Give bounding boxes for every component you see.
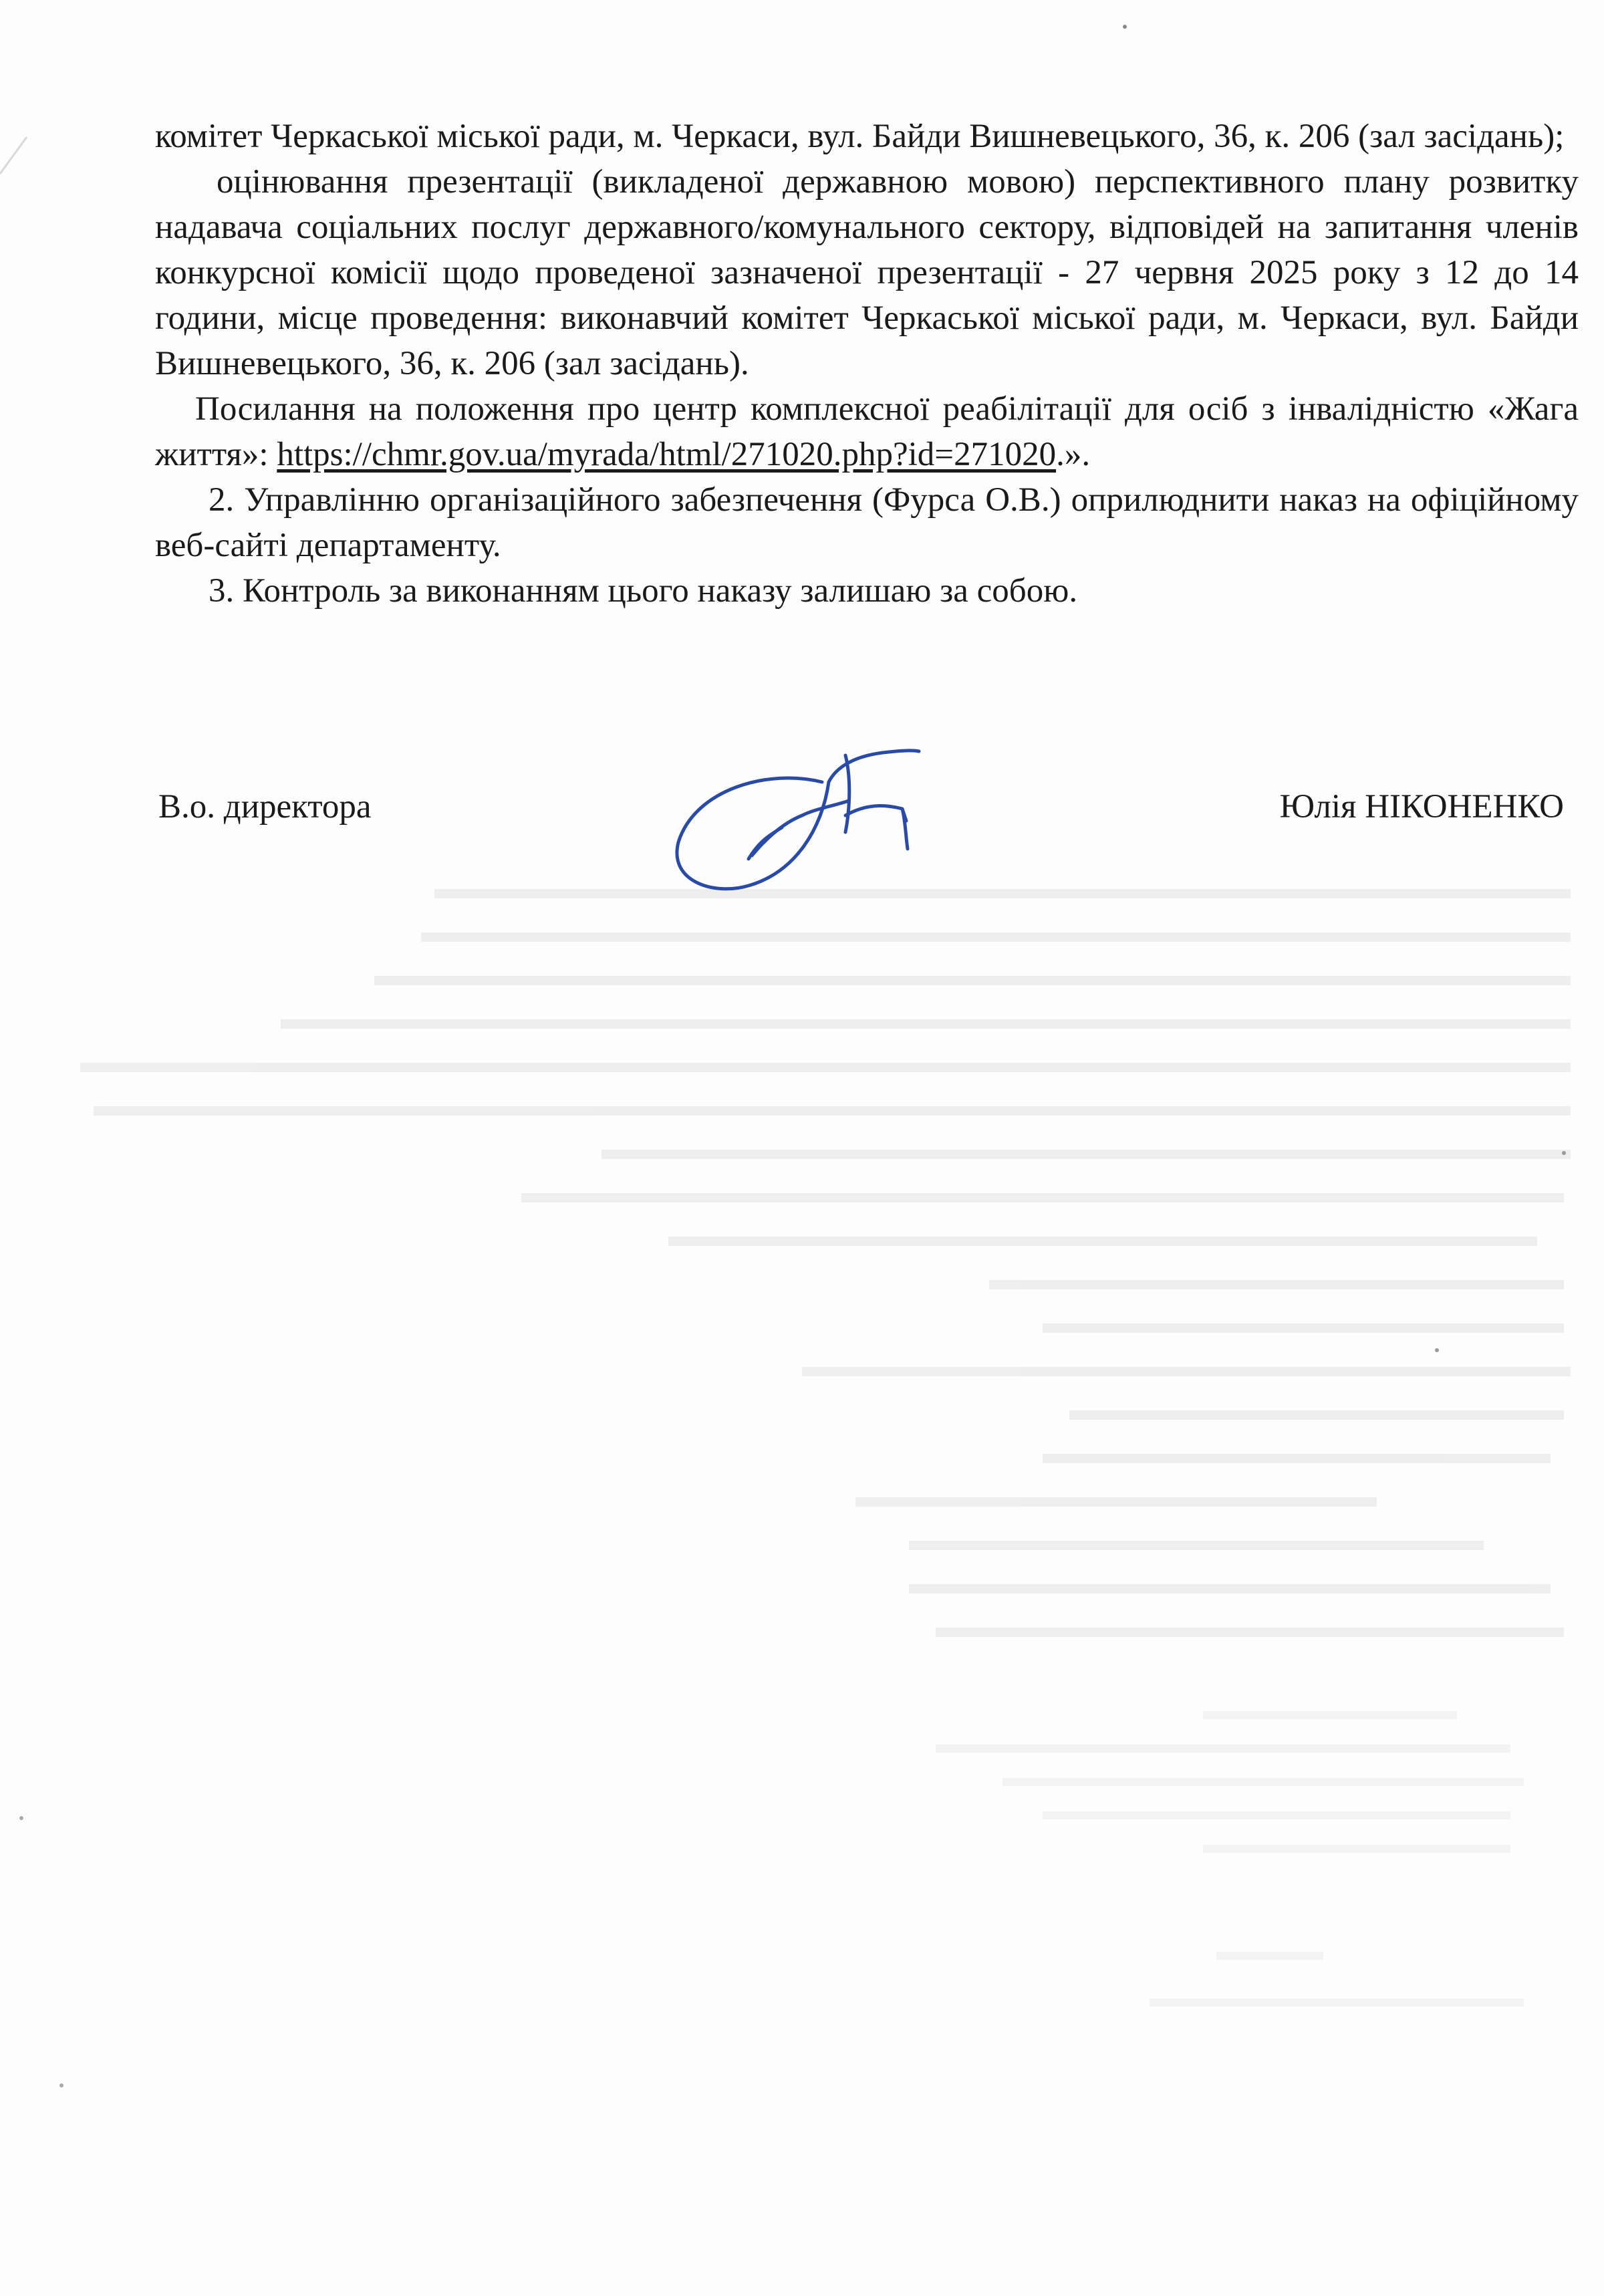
reference-paragraph — [155, 386, 1579, 477]
regulation-link[interactable]: https://chmr.gov.ua/myrada/html/271020.php?id=271020 — [277, 436, 1057, 473]
signer-title: В.о. директора — [158, 788, 372, 825]
order-item-3: 3. Контроль за виконанням цього наказу залишаю за собою. — [209, 572, 1078, 610]
reference-tail: .». — [1056, 436, 1091, 473]
handwritten-signature — [668, 742, 976, 909]
signer-name: Юлія НІКОНЕНКО — [1279, 788, 1564, 825]
order-item-2: 2. Управлінню організаційного забезпечення (Фурса О.В.) оприлюднити наказ на офіційному веб-сайті департаменту. — [155, 481, 1579, 564]
body-paragraph: комітет Черкаської міської ради, м. Черкаси, вул. Байди Вишневецького, 36, к. 206 (зал засідань); — [155, 118, 1565, 155]
body-paragraph: оцінювання презентації (викладеної державною мовою) перспективного плану розвитку надавача соціальних послуг державного/комунального сектору, відповідей на запитання членів конкурсної комісії щодо проведеної зазначеної презентації - 27 червня 2025 року з 12 до 14 години, місце проведення: виконавчий комітет Черкаської міської ради, м. Черкаси, вул. Байди Вишневецького, 36, к. 206 (зал засідань). — [155, 163, 1579, 382]
reference-text: Посилання на положення про центр комплексної реабілітації для осіб з інвалідністю «Жага життя»: — [155, 390, 1579, 473]
document-body — [155, 114, 1579, 614]
